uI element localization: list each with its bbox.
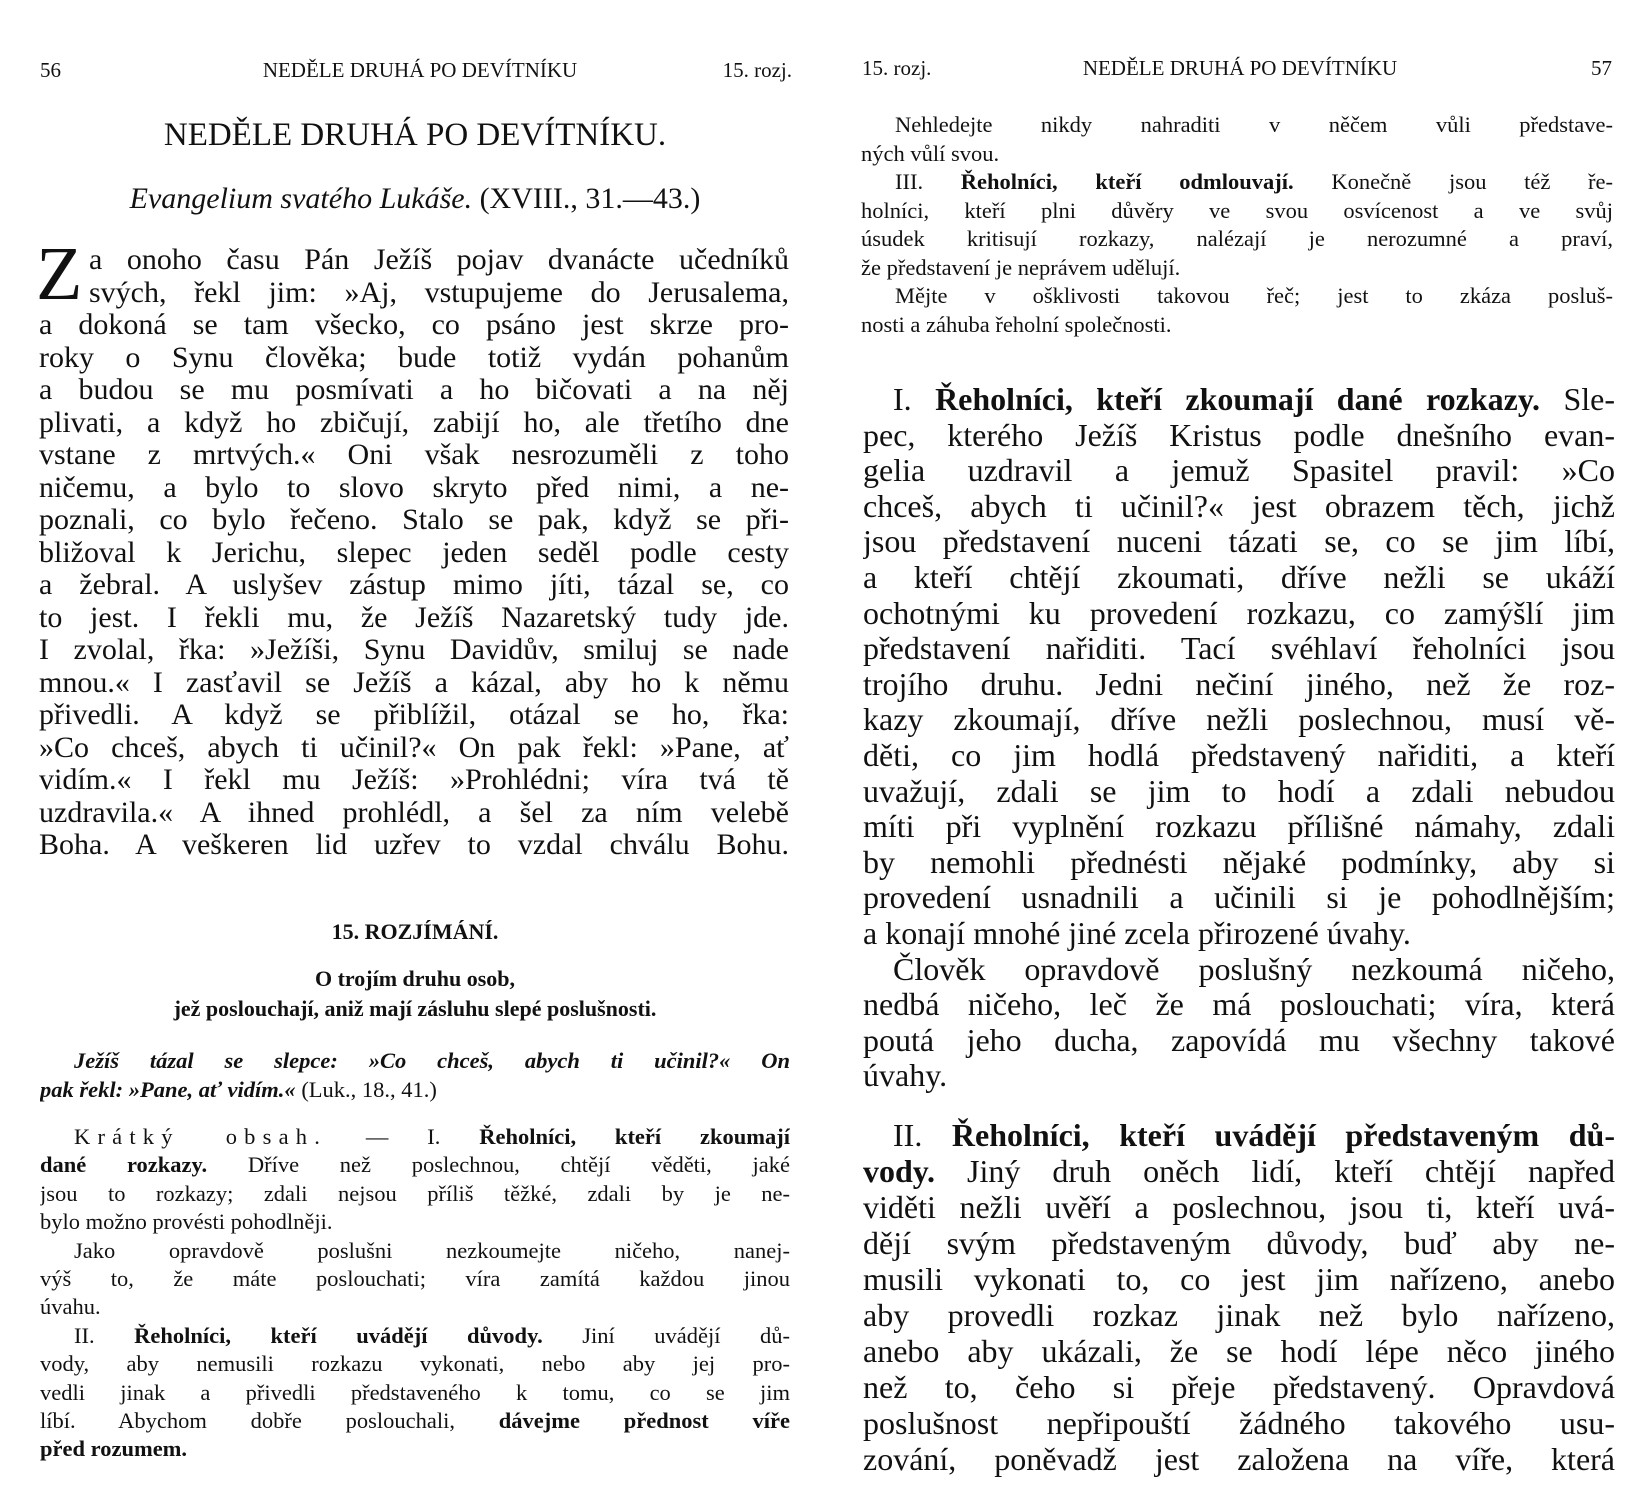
text-segment: pec, kterého Ježíš Kristus podle dnešního evan- — [863, 417, 1615, 453]
motto-quote — [40, 1046, 790, 1104]
text-segment: bylo možno provésti pohodlněji. — [40, 1209, 333, 1235]
text-line — [40, 1180, 790, 1208]
text-line — [863, 1297, 1615, 1333]
text-line — [39, 277, 789, 310]
text-line — [861, 168, 1613, 197]
text-line — [861, 140, 1613, 169]
chapter-ref: 15. rozj. — [722, 58, 792, 82]
text-segment: přivedli. A když se přiblížil, otázal se ho, řka: — [39, 699, 789, 731]
text-segment: poslušnost nepřipouští žádného takového usu- — [863, 1405, 1615, 1441]
running-head: NEDĚLE DRUHÁ PO DEVÍTNÍKU — [1082, 56, 1398, 80]
text-segment: míti při vyplnění rozkazu přílišné námahy, zdali — [863, 809, 1615, 845]
text-segment: II. — [893, 1117, 952, 1153]
text-segment: II. — [74, 1322, 135, 1348]
text-line — [39, 374, 789, 407]
bold-text: Řeholníci, kteří zkoumají — [479, 1124, 790, 1149]
text-line — [39, 829, 789, 862]
text-segment: a budou se mu posmívati a ho bičovati a na něj — [39, 374, 789, 406]
text-segment: gelia uzdravil a jemuž Spasitel pravil: »Co — [863, 453, 1615, 489]
text-segment: Jiný druh oněch lidí, kteří chtějí napřed — [935, 1153, 1615, 1189]
text-segment: vody, aby nemusili rozkazu vykonati, nebo aby jej pro- — [40, 1351, 790, 1377]
text-segment: jsou představení nuceni tázati se, co se jim líbí, — [863, 524, 1615, 560]
text-line — [39, 764, 789, 797]
text-segment: mnou.« I zasťavil se Ježíš a kázal, aby ho k němu — [39, 666, 789, 699]
text-line — [863, 702, 1615, 738]
gospel-text — [39, 244, 789, 862]
text-segment: a onoho času Pán Ježíš pojav dvanácte učedníků — [89, 244, 789, 276]
text-line — [39, 732, 789, 765]
text-segment: III. — [895, 169, 961, 194]
text-segment: jsou to rozkazy; zdali nejsou příliš těžké, zdali by je ne- — [40, 1180, 790, 1206]
text-line — [40, 1407, 790, 1435]
text-segment: plivati, a když ho zbičují, zabijí ho, ale třetího dne — [39, 406, 789, 439]
short-summary — [40, 1123, 790, 1464]
text-segment: Dříve než poslechnou, chtějí věděti, jaké — [207, 1152, 790, 1178]
text-line — [863, 845, 1615, 881]
text-segment: nosti a záhuba řeholní společnosti. — [861, 311, 1172, 337]
text-segment: dějí svým představeným důvody, buď aby ne- — [863, 1225, 1615, 1261]
text-line — [863, 453, 1615, 489]
text-segment: holníci, kteří plni důvěry ve svou osvícenost a ve svůj — [861, 197, 1613, 223]
text-line — [863, 1369, 1615, 1405]
text-segment: Konečně jsou též ře- — [1293, 169, 1613, 194]
text-line — [863, 631, 1615, 667]
text-segment: úvahu. — [40, 1294, 101, 1320]
text-segment: Jako opravdově poslušni nezkoumejte ničeho, nanej- — [74, 1237, 790, 1263]
text-segment: a konají mnohé jiné zcela přirozené úvahy. — [863, 915, 1411, 951]
text-line — [40, 1075, 790, 1104]
text-segment: musili vykonati to, co jest jim nařízeno, anebo — [863, 1261, 1615, 1297]
bold-text: Řeholníci, kteří uvádějí důvody. — [134, 1322, 543, 1348]
text-segment: výš to, že máte poslouchati; víra zamítá každou jinou — [40, 1265, 790, 1291]
text-line — [863, 1189, 1615, 1225]
text-segment: roky o Synu člověka; bude totiž vydán pohanům — [39, 341, 789, 374]
text-line — [39, 407, 789, 440]
bold-text: Řeholníci, kteří zkoumají dané rozkazy. — [935, 382, 1541, 417]
spaced-text: Krátký obsah. — [74, 1124, 328, 1149]
gospel-source: Evangelium svatého Lukáše. — [129, 182, 473, 215]
text-segment: Mějte v ošklivosti takovou řeč; jest to zkáza posluš- — [895, 283, 1613, 308]
text-segment: I. — [893, 382, 936, 417]
text-segment: a žebral. A uslyšev zástup mimo jíti, tázal se, co — [39, 569, 789, 601]
text-segment: než to, čeho si přeje představený. Opravdová — [863, 1369, 1615, 1405]
meditation-subtitle-1: O trojím druhu osob, — [314, 966, 516, 991]
text-segment: Nehledejte nikdy nahraditi v něčem vůli představe- — [895, 112, 1613, 137]
text-line — [863, 1405, 1615, 1441]
text-line — [863, 1333, 1615, 1369]
text-segment: anebo aby ukázali, že se hodí lépe něco jiného — [863, 1333, 1615, 1369]
text-segment: ochotnými ku provedení rozkazu, co zamýšlí jim — [863, 595, 1615, 631]
text-line — [40, 1350, 790, 1378]
text-line — [863, 560, 1615, 596]
section-1-text — [863, 382, 1615, 1094]
text-segment: svých, řekl jim: »Aj, vstupujeme do Jerusalema, — [89, 276, 789, 309]
text-segment: poutá jeho ducha, zapovídá mu všechny takové — [863, 1022, 1615, 1058]
page-title: NEDĚLE DRUHÁ PO DEVÍTNÍKU. — [163, 117, 667, 153]
text-segment: úvahy. — [863, 1058, 948, 1094]
text-line — [861, 254, 1613, 283]
text-line — [863, 418, 1615, 454]
text-line — [863, 596, 1615, 632]
text-line — [39, 667, 789, 700]
text-line — [40, 1237, 790, 1265]
text-line — [863, 1117, 1615, 1153]
text-segment: trojího druhu. Jedni nečiní jiného, než že roz- — [863, 666, 1615, 702]
text-segment: Boha. A veškeren lid uzřev to vzdal chválu Bohu. — [39, 829, 789, 861]
text-line — [39, 569, 789, 602]
text-segment: chceš, abych ti učinil?« jest obrazem těch, jichž — [863, 488, 1615, 524]
text-line — [40, 1435, 790, 1463]
bold-text: vody. — [863, 1153, 936, 1189]
text-segment: vidím.« I řekl mu Ježíš: »Prohlédni; víra tvá tě — [39, 764, 789, 796]
text-line — [863, 880, 1615, 916]
text-segment: aby provedli rozkaz jinak než bylo nařízeno, — [863, 1297, 1615, 1333]
text-line — [39, 472, 789, 505]
text-line — [40, 1123, 790, 1151]
text-line — [863, 1441, 1615, 1477]
meditation-subtitle-2: jež poslouchají, aniž mají zásluhu slepé poslušnosti. — [173, 996, 657, 1021]
section-2-text — [863, 1117, 1615, 1477]
text-segment: uvažují, zdali se jim to hodí a zdali nebudou — [863, 773, 1615, 809]
text-line — [40, 1046, 790, 1075]
text-segment: ničemu, a bylo to slovo skryto před nimi, a ne- — [39, 471, 789, 504]
text-line — [39, 537, 789, 570]
text-line — [863, 987, 1615, 1023]
text-line — [863, 1261, 1615, 1297]
text-line — [39, 342, 789, 375]
text-line — [861, 225, 1613, 254]
text-line — [39, 309, 789, 342]
text-line — [39, 634, 789, 667]
text-segment: představení nařiditi. Tací svéhlaví řeholníci jsou — [863, 631, 1615, 667]
text-segment: Jiní uvádějí dů- — [542, 1322, 790, 1348]
text-segment: že představení je neprávem udělují. — [861, 254, 1181, 280]
text-segment: I zvolal, řka: »Ježíši, Synu Davidův, smiluj se nade — [39, 634, 789, 666]
italic-text: Ježíš tázal se slepce: »Co chceš, abych ti učinil?« On — [74, 1048, 790, 1073]
text-segment: vstane z mrtvých.« Oni však nesrozuměli z toho — [39, 439, 789, 471]
text-line — [39, 699, 789, 732]
text-segment: děti, co jim hodlá představený nařiditi, a kteří — [863, 737, 1615, 773]
text-segment: viděti nežli uvěří a poslechnou, jsou ti, kteří uvá- — [863, 1189, 1615, 1225]
text-line — [863, 774, 1615, 810]
text-line — [39, 439, 789, 472]
text-line — [863, 382, 1615, 418]
bold-text: Řeholníci, kteří odmlouvají. — [960, 169, 1294, 194]
bold-text: dané rozkazy. — [40, 1152, 208, 1178]
text-line — [863, 952, 1615, 988]
text-segment: by nemohli přednésti nějaké podmínky, aby si — [863, 844, 1615, 880]
text-segment: ných vůlí svou. — [861, 140, 1000, 166]
text-segment: (Luk., 18., 41.) — [295, 1077, 437, 1102]
text-segment: úsudek kritisují rozkazy, nalézají je nerozumné a praví, — [861, 226, 1613, 251]
page-number: 56 — [40, 58, 61, 82]
text-segment: bližoval k Jerichu, slepec jeden seděl podle cesty — [39, 536, 789, 569]
gospel-reference — [40, 180, 790, 218]
text-line — [861, 311, 1613, 340]
text-segment: to jest. I řekli mu, že Ježíš Nazaretský tudy jde. — [39, 601, 789, 634]
text-line — [39, 797, 789, 830]
text-line — [39, 244, 789, 277]
text-segment: Člověk opravdově poslušný nezkoumá ničeho, — [893, 951, 1615, 987]
text-line — [39, 602, 789, 635]
text-line — [863, 1058, 1615, 1094]
text-segment: — I. — [327, 1124, 480, 1149]
text-line — [40, 1265, 790, 1293]
text-line — [863, 667, 1615, 703]
chapter-ref: 15. rozj. — [862, 56, 932, 80]
running-head: NEDĚLE DRUHÁ PO DEVÍTNÍKU — [262, 58, 578, 82]
drop-cap: Z — [36, 232, 83, 316]
text-line — [39, 504, 789, 537]
text-segment: a dokoná se tam všecko, co psáno jest skrze pro- — [39, 309, 789, 341]
text-segment: zování, poněvadž jest založena na víře, která — [863, 1441, 1615, 1477]
text-segment: nedbá ničeho, leč že má poslouchati; víra, která — [863, 987, 1615, 1023]
italic-text: pak řekl: »Pane, ať vidím.« — [40, 1077, 296, 1102]
text-line — [863, 916, 1615, 952]
text-line — [863, 1153, 1615, 1189]
text-line — [861, 282, 1613, 311]
meditation-heading: 15. ROZJÍMÁNÍ. — [331, 919, 499, 944]
text-line — [863, 489, 1615, 525]
text-line — [40, 1293, 790, 1321]
page-number: 57 — [1591, 56, 1612, 80]
text-line — [40, 1379, 790, 1407]
bold-text: dávejme přednost víře — [498, 1407, 790, 1433]
text-line — [863, 809, 1615, 845]
text-line — [863, 524, 1615, 560]
text-segment: Sle- — [1540, 382, 1615, 417]
gospel-chapter-verses: (XVIII., 31.—43.) — [479, 182, 701, 215]
text-segment: »Co chceš, abych ti učinil?« On pak řekl: »Pane, ať — [39, 731, 789, 764]
text-segment: líbí. Abychom dobře poslouchali, — [40, 1407, 499, 1433]
text-line — [861, 197, 1613, 226]
bold-text: Řeholníci, kteří uvádějí představeným dů- — [951, 1117, 1615, 1153]
text-segment: provedení usnadnili a učinili si je pohodlnějším; — [863, 880, 1615, 916]
summary-continuation — [861, 111, 1613, 339]
text-line — [863, 738, 1615, 774]
text-segment: uzdravila.« A ihned prohlédl, a šel za ním velebě — [39, 796, 789, 829]
bold-text: před rozumem. — [40, 1436, 188, 1462]
text-line — [861, 111, 1613, 140]
text-line — [40, 1208, 790, 1236]
text-segment: a kteří chtějí zkoumati, dříve nežli se ukáží — [863, 559, 1615, 595]
text-line — [863, 1023, 1615, 1059]
text-segment: vedli jinak a přivedli představeného k tomu, co se jim — [40, 1379, 790, 1405]
text-line — [863, 1225, 1615, 1261]
text-segment: kazy zkoumají, dříve nežli poslechnou, musí vě- — [863, 702, 1615, 738]
text-line — [40, 1151, 790, 1179]
text-line — [40, 1322, 790, 1350]
text-segment: poznali, co bylo řečeno. Stalo se pak, když se při- — [39, 504, 789, 536]
